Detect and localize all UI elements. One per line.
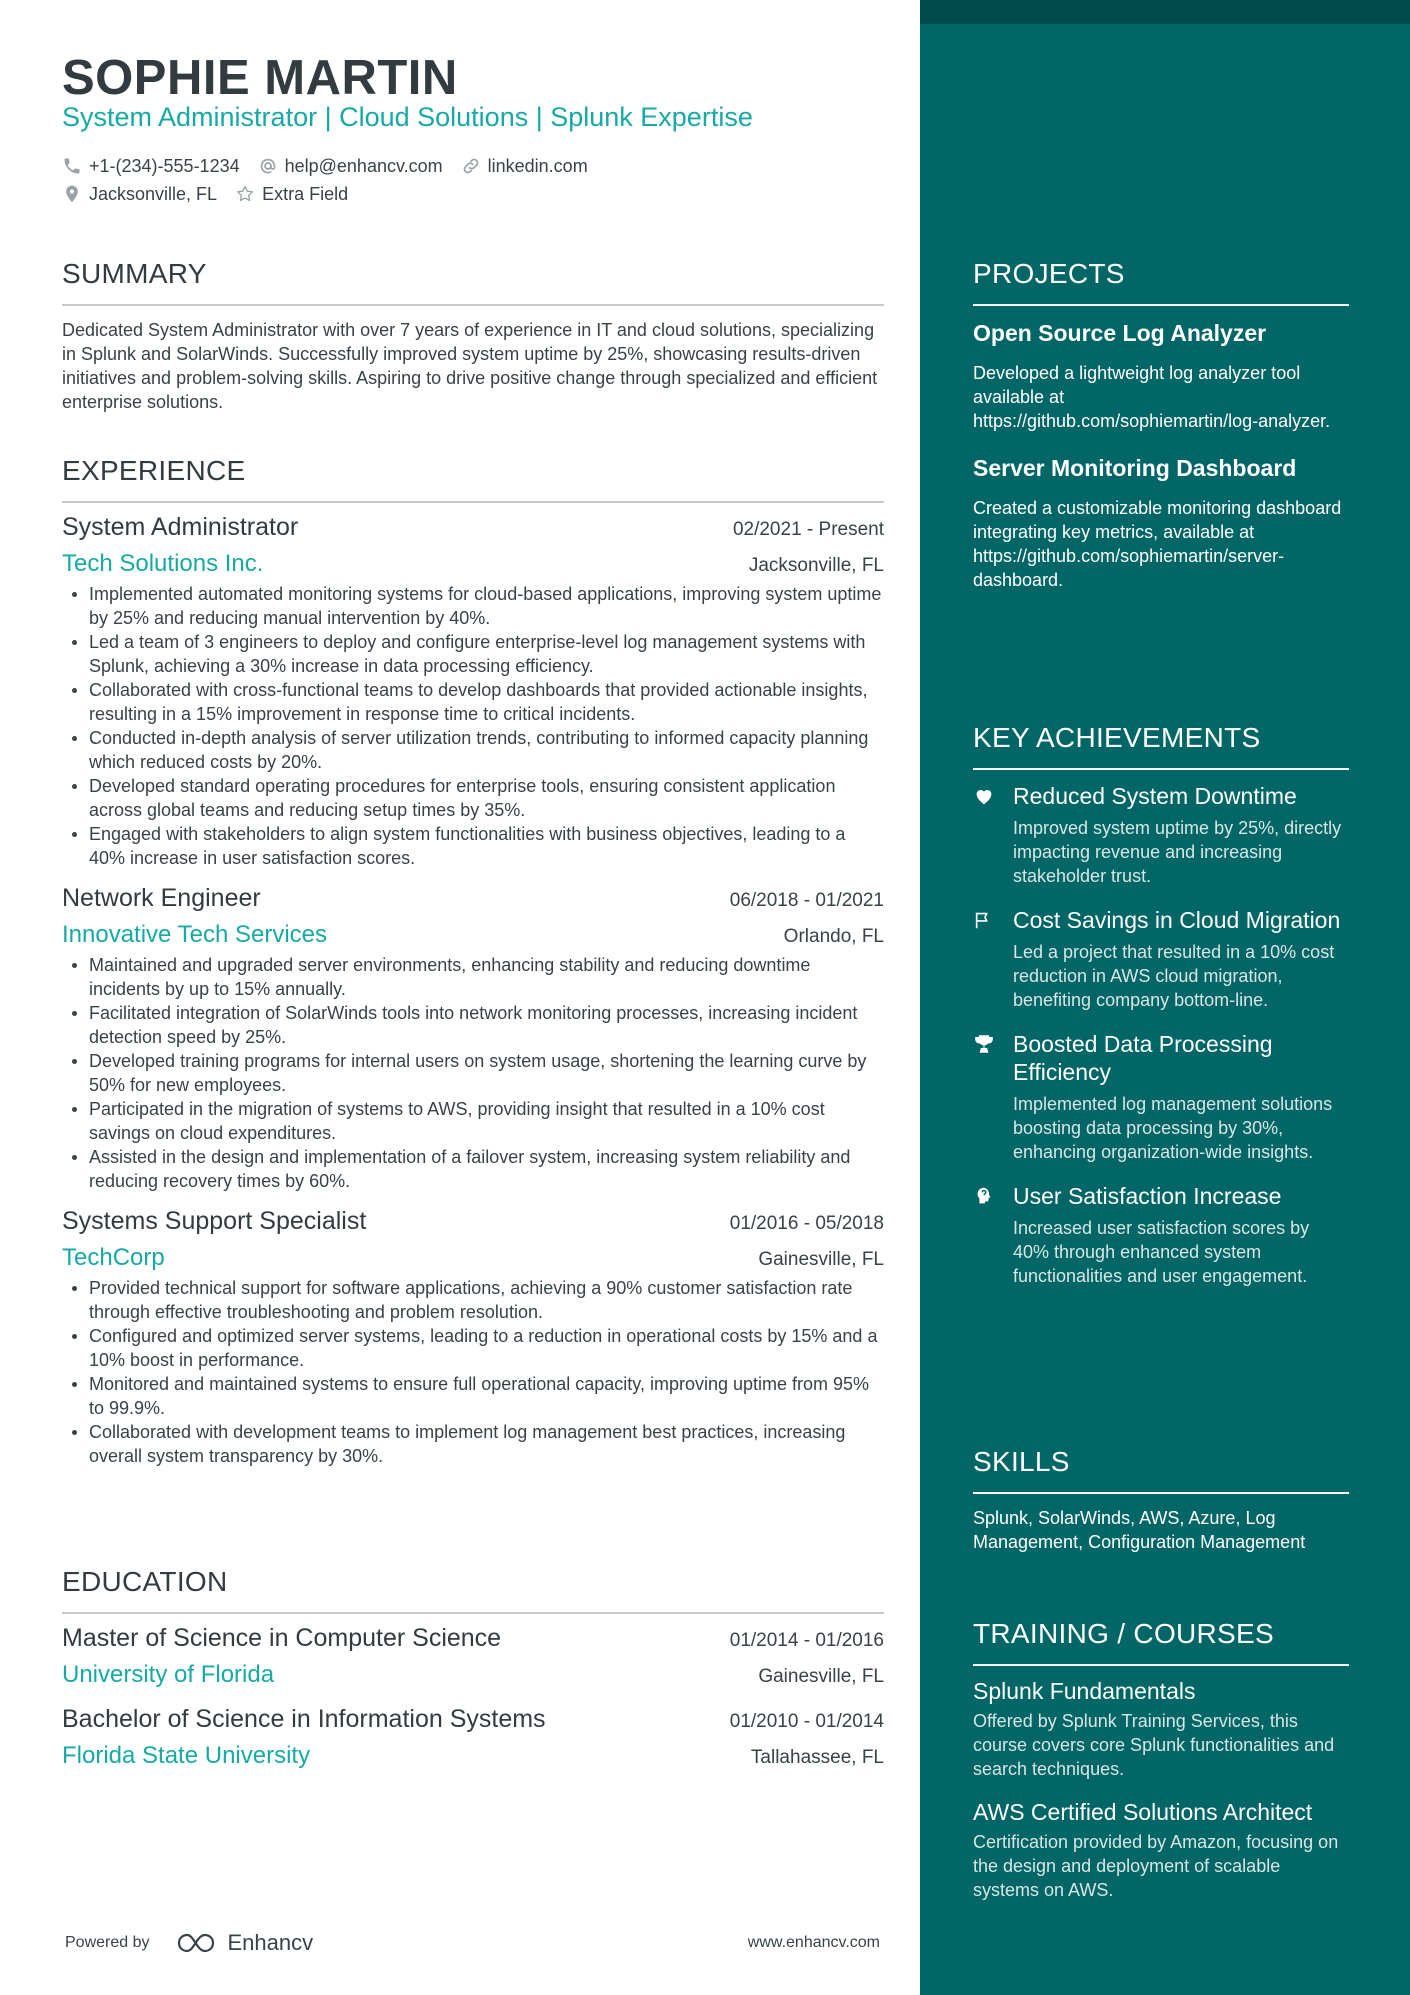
- course-title: AWS Certified Solutions Architect: [973, 1799, 1313, 1825]
- job-company: TechCorp: [62, 1244, 165, 1271]
- job-bullet: Provided technical support for software applications, achieving a 90% customer satisfaction rate through effective troubleshooting and problem resolution.: [62, 1276, 884, 1324]
- skills-heading: SKILLS: [973, 1446, 1349, 1494]
- skills-section: [973, 1446, 1349, 1554]
- course-desc: Certification provided by Amazon, focusing on the design and deployment of scalable systems on AWS.: [973, 1832, 1339, 1900]
- extra-text: Extra Field: [262, 183, 349, 204]
- job-bullet: Participated in the migration of systems to AWS, providing insight that resulted in a 10% cost savings on cloud expenditures.: [62, 1097, 884, 1145]
- job-dates: 01/2016 - 05/2018: [729, 1213, 884, 1234]
- course-desc: Offered by Splunk Training Services, this course covers core Splunk functionalities and search techniques.: [973, 1711, 1335, 1779]
- trophy-icon: [973, 1033, 995, 1055]
- project-title: Server Monitoring Dashboard: [973, 455, 1297, 481]
- job-role: Network Engineer: [62, 884, 261, 912]
- job-bullet: Developed training programs for internal users on system usage, shortening the learning curve by 50% for new employees.: [62, 1049, 884, 1097]
- powered-by: [65, 1930, 313, 1956]
- job-bullet: Collaborated with cross-functional teams to develop dashboards that provided actionable insights, resulting in a 15% improvement in response time to critical incidents.: [62, 678, 884, 726]
- achievements-section: [973, 722, 1349, 1288]
- flag-icon: [973, 909, 995, 931]
- summary-text: Dedicated System Administrator with over 7 years of experience in IT and cloud solutions, specializing in Splunk and SolarWinds. Successfully improved system uptime by 25%, showcasing results-driven initiatives and problem-solving skills. Aspiring to drive positive change through specialized and efficient enterprise solutions.: [62, 320, 878, 412]
- star-icon: [235, 184, 255, 204]
- job-location: Orlando, FL: [783, 926, 884, 947]
- job-dates: 02/2021 - Present: [732, 519, 884, 540]
- education-section: [62, 1566, 884, 1770]
- job-company: Innovative Tech Services: [62, 921, 328, 948]
- job-bullets: [62, 1276, 884, 1468]
- job-bullet: Implemented automated monitoring systems for cloud-based applications, improving system uptime by 25% and reducing manual intervention by 40%.: [62, 582, 884, 630]
- experience-heading: EXPERIENCE: [62, 455, 884, 503]
- project-desc: Developed a lightweight log analyzer tool available at https://github.com/sophiemartin/log-analyzer.: [973, 363, 1331, 431]
- degree: Bachelor of Science in Information Systems: [62, 1705, 546, 1733]
- linkedin-text: linkedin.com: [487, 155, 588, 176]
- project-item: [973, 320, 1349, 433]
- brand-name: Enhancv: [227, 1930, 314, 1955]
- job-entry: [62, 884, 884, 1193]
- job-bullet: Conducted in-depth analysis of server utilization trends, contributing to informed capacity planning which reduced costs by 20%.: [62, 726, 884, 774]
- website-link[interactable]: www.enhancv.com: [747, 1934, 880, 1951]
- course-item: [973, 1678, 1349, 1781]
- phone-text: +1-(234)-555-1234: [89, 155, 240, 176]
- job-bullet: Assisted in the design and implementation of a failover system, increasing system reliability and reducing recovery times by 60%.: [62, 1145, 884, 1193]
- brand-logo[interactable]: [176, 1930, 314, 1956]
- job-bullet: Facilitated integration of SolarWinds tools into network monitoring processes, increasing incident detection speed by 25%.: [62, 1001, 884, 1049]
- achievement-desc: Led a project that resulted in a 10% cost reduction in AWS cloud migration, benefiting company bottom-line.: [1013, 942, 1335, 1010]
- link-icon: [461, 156, 481, 176]
- achievement-item: [973, 782, 1349, 888]
- contact-info: [62, 152, 606, 208]
- job-bullet: Engaged with stakeholders to align system functionalities with business objectives, leading to a 40% increase in user satisfaction scores.: [62, 822, 884, 870]
- candidate-name: SOPHIE MARTIN: [62, 51, 458, 105]
- job-bullets: [62, 953, 884, 1193]
- training-section: [973, 1618, 1349, 1902]
- job-entry: [62, 513, 884, 870]
- job-bullets: [62, 582, 884, 870]
- contact-email[interactable]: [258, 156, 443, 177]
- achievement-title: Reduced System Downtime: [1013, 783, 1297, 809]
- email-text: help@enhancv.com: [284, 155, 443, 176]
- school: University of Florida: [62, 1661, 275, 1688]
- job-location: Gainesville, FL: [758, 1249, 884, 1270]
- job-role: Systems Support Specialist: [62, 1207, 367, 1235]
- job-location: Jacksonville, FL: [748, 555, 884, 576]
- school: Florida State University: [62, 1742, 311, 1769]
- location-pin-icon: [62, 184, 82, 204]
- achievement-item: [973, 1182, 1349, 1288]
- skills-text: Splunk, SolarWinds, AWS, Azure, Log Management, Configuration Management: [973, 1508, 1306, 1552]
- job-entry: [62, 1207, 884, 1468]
- heart-icon: [973, 785, 995, 807]
- summary-section: [62, 258, 884, 414]
- location-text: Jacksonville, FL: [89, 183, 218, 204]
- brain-icon: [973, 1185, 995, 1207]
- degree: Master of Science in Computer Science: [62, 1624, 502, 1652]
- education-dates: 01/2010 - 01/2014: [729, 1711, 884, 1732]
- achievement-desc: Increased user satisfaction scores by 40% through enhanced system functionalities and user engagement.: [1013, 1218, 1310, 1286]
- contact-phone[interactable]: [62, 156, 240, 177]
- achievement-item: [973, 1030, 1349, 1164]
- job-dates: 06/2018 - 01/2021: [729, 890, 884, 911]
- sidebar-top-band: [920, 0, 1410, 24]
- job-company: Tech Solutions Inc.: [62, 550, 264, 577]
- achievements-heading: KEY ACHIEVEMENTS: [973, 722, 1349, 770]
- sidebar: [920, 0, 1410, 1995]
- achievement-title: Boosted Data Processing Efficiency: [1013, 1031, 1273, 1085]
- enhancv-logo-icon: [176, 1931, 222, 1955]
- experience-section: [62, 455, 884, 1468]
- projects-section: [973, 258, 1349, 592]
- achievement-desc: Implemented log management solutions boosting data processing by 30%, enhancing organization-wide insights.: [1013, 1094, 1333, 1162]
- job-bullet: Collaborated with development teams to implement log management best practices, increasing overall system transparency by 30%.: [62, 1420, 884, 1468]
- course-title: Splunk Fundamentals: [973, 1678, 1196, 1704]
- phone-icon: [62, 156, 82, 176]
- education-entry: [62, 1705, 884, 1770]
- footer: [65, 1930, 880, 1956]
- summary-heading: SUMMARY: [62, 258, 884, 306]
- achievement-title: User Satisfaction Increase: [1013, 1183, 1282, 1209]
- project-item: [973, 455, 1349, 592]
- powered-by-label: Powered by: [65, 1934, 150, 1951]
- contact-extra: [235, 184, 348, 205]
- contact-location: [62, 184, 217, 205]
- project-desc: Created a customizable monitoring dashboard integrating key metrics, available at https://github.com/sophiemartin/server-dashboard.: [973, 498, 1342, 590]
- achievement-item: [973, 906, 1349, 1012]
- training-heading: TRAINING / COURSES: [973, 1618, 1349, 1666]
- course-item: [973, 1799, 1349, 1902]
- job-bullet: Led a team of 3 engineers to deploy and configure enterprise-level log management systems with Splunk, achieving a 30% increase in data processing efficiency.: [62, 630, 884, 678]
- at-icon: [258, 156, 278, 176]
- achievement-desc: Improved system uptime by 25%, directly impacting revenue and increasing stakeholder trust.: [1013, 818, 1342, 886]
- job-role: System Administrator: [62, 513, 299, 541]
- education-dates: 01/2014 - 01/2016: [729, 1630, 884, 1651]
- project-title: Open Source Log Analyzer: [973, 320, 1267, 346]
- school-location: Tallahassee, FL: [750, 1747, 884, 1768]
- candidate-title: System Administrator | Cloud Solutions | Splunk Expertise: [62, 102, 753, 132]
- school-location: Gainesville, FL: [758, 1666, 884, 1687]
- job-bullet: Maintained and upgraded server environments, enhancing stability and reducing downtime incidents by up to 15% annually.: [62, 953, 884, 1001]
- job-bullet: Monitored and maintained systems to ensure full operational capacity, improving uptime from 95% to 99.9%.: [62, 1372, 884, 1420]
- job-bullet: Configured and optimized server systems, leading to a reduction in operational costs by 15% and a 10% boost in performance.: [62, 1324, 884, 1372]
- projects-heading: PROJECTS: [973, 258, 1349, 306]
- contact-linkedin[interactable]: [461, 156, 588, 177]
- job-bullet: Developed standard operating procedures for enterprise tools, ensuring consistent application across global teams and reducing setup times by 35%.: [62, 774, 884, 822]
- education-entry: [62, 1624, 884, 1689]
- achievement-title: Cost Savings in Cloud Migration: [1013, 907, 1341, 933]
- education-heading: EDUCATION: [62, 1566, 884, 1614]
